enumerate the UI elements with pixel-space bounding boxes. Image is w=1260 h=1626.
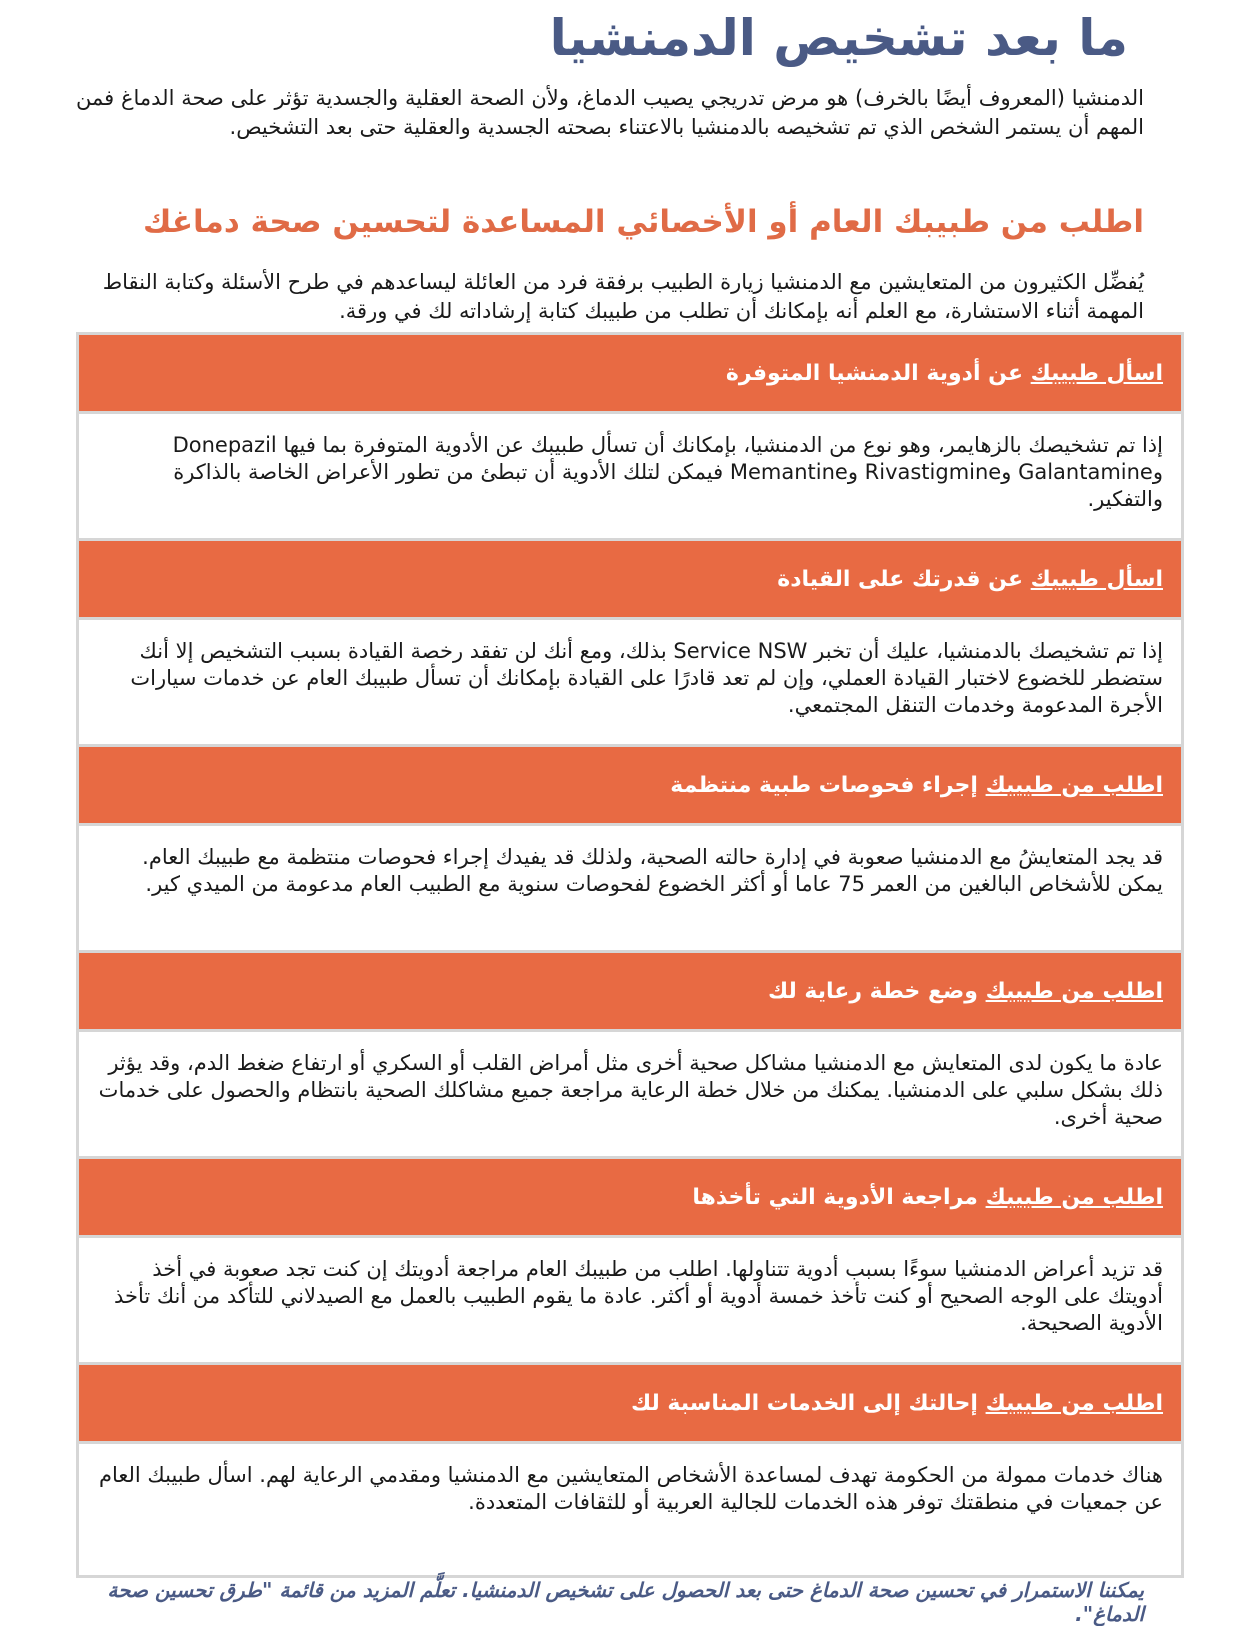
tip-heading-text: عن قدرتك على القيادة bbox=[777, 566, 1023, 592]
section-heading: اطلب من طبيبك العام أو الأخصائي المساعدة لتحسين صحة دماغك bbox=[142, 204, 1144, 240]
page-title: ما بعد تشخيص الدمنشيا bbox=[549, 9, 1128, 67]
tip-heading-checkups bbox=[79, 747, 1181, 823]
intro-paragraph: الدمنشيا (المعروف أيضًا بالخرف) هو مرض تدريجي يصيب الدماغ، ولأن الصحة العقلية والجسدية تؤثر على صحة الدماغ فمن المهم أن يستمر الشخص الذي تم تشخيصه بالدمنشيا بالاعتناء بصحته الجسدية والعقلية حتى بعد التشخيص. bbox=[76, 86, 1144, 139]
tip-heading-care-plan bbox=[79, 953, 1181, 1029]
tip-heading-text: إحالتك إلى الخدمات المناسبة لك bbox=[630, 1390, 978, 1416]
tip-heading-driving bbox=[79, 541, 1181, 617]
tip-heading-verb: اطلب من طبيبك bbox=[985, 1184, 1163, 1210]
tip-heading-verb: اطلب من طبيبك bbox=[985, 1390, 1163, 1416]
tip-heading-verb: اطلب من طبيبك bbox=[985, 978, 1163, 1004]
tip-body-medication-review: قد تزيد أعراض الدمنشيا سوءًا بسبب أدوية تتناولها. اطلب من طبيبك العام مراجعة أدويتك إن كنت تجد صعوبة في أخذ أدويتك على الوجه الصحيح أو كنت تأخذ خمسة أدوية أو أكثر. عادة ما يقوم الطبيب بالعمل مع الصيدلاني للتأكد من أنك تأخذ الأدوية الصحيحة. bbox=[79, 1235, 1181, 1365]
tip-heading-referral bbox=[79, 1365, 1181, 1441]
tip-heading-medication-review bbox=[79, 1159, 1181, 1235]
tip-body-medications: إذا تم تشخيصك بالزهايمر، وهو نوع من الدمنشيا، بإمكانك أن تسأل طبيبك عن الأدوية المتوفرة بما فيها Donepazil وGalantamine وRivastigmine وMemantine فيمكن لتلك الأدوية أن تبطئ من تطور الأعراض الخاصة بالذاكرة والتفكير. bbox=[79, 411, 1181, 541]
lead-paragraph: يُفضِّل الكثيرون من المتعايشين مع الدمنشيا زيارة الطبيب برفقة فرد من العائلة ليساعدهم في طرح الأسئلة وكتابة النقاط المهمة أثناء الاستشارة، مع العلم أنه بإمكانك أن تطلب من طبيبك كتابة إرشاداته لك في ورقة. bbox=[102, 270, 1144, 323]
tip-heading-medications bbox=[79, 335, 1181, 411]
tips-table bbox=[76, 332, 1184, 1578]
tip-heading-text: عن أدوية الدمنشيا المتوفرة bbox=[725, 360, 1023, 386]
tip-body-care-plan: عادة ما يكون لدى المتعايش مع الدمنشيا مشاكل صحية أخرى مثل أمراض القلب أو السكري أو ارتفاع ضغط الدم، وقد يؤثر ذلك بشكل سلبي على الدمنشيا. يمكنك من خلال خطة الرعاية مراجعة جميع مشاكلك الصحية بانتظام والحصول على خدمات صحية أخرى. bbox=[79, 1029, 1181, 1159]
tip-body-referral: هناك خدمات ممولة من الحكومة تهدف لمساعدة الأشخاص المتعايشين مع الدمنشيا ومقدمي الرعاية لهم. اسأل طبيبك العام عن جمعيات في منطقتك توفر هذه الخدمات للجالية العربية أو للثقافات المتعددة. bbox=[79, 1441, 1181, 1565]
tip-heading-text: إجراء فحوصات طبية منتظمة bbox=[670, 772, 978, 798]
tip-heading-text: وضع خطة رعاية لك bbox=[768, 978, 978, 1004]
tip-heading-verb: اسأل طبيبك bbox=[1030, 566, 1163, 592]
footer-note: يمكننا الاستمرار في تحسين صحة الدماغ حتى بعد الحصول على تشخيص الدمنشيا. تعلَّم المزيد من قائمة "طرق تحسين صحة الدماغ". bbox=[107, 1578, 1144, 1626]
tip-heading-verb: اسأل طبيبك bbox=[1030, 360, 1163, 386]
tip-body-driving: إذا تم تشخيصك بالدمنشيا، عليك أن تخبر Service NSW بذلك، ومع أنك لن تفقد رخصة القيادة بسبب التشخيص إلا أنك ستضطر للخضوع لاختبار القيادة العملي، وإن لم تعد قادرًا على القيادة بإمكانك أن تسأل طبيبك العام عن خدمات سيارات الأجرة المدعومة وخدمات التنقل المجتمعي. bbox=[79, 617, 1181, 747]
tip-body-checkups: قد يجد المتعايشُ مع الدمنشيا صعوبة في إدارة حالته الصحية، ولذلك قد يفيدك إجراء فحوصات منتظمة مع طبيبك العام. يمكن للأشخاص البالغين من العمر 75 عاما أو أكثر الخضوع لفحوصات سنوية مع الطبيب العام مدعومة من الميدي كير. bbox=[79, 823, 1181, 953]
tip-heading-verb: اطلب من طبيبك bbox=[985, 772, 1163, 798]
tip-heading-text: مراجعة الأدوية التي تأخذها bbox=[692, 1184, 978, 1210]
